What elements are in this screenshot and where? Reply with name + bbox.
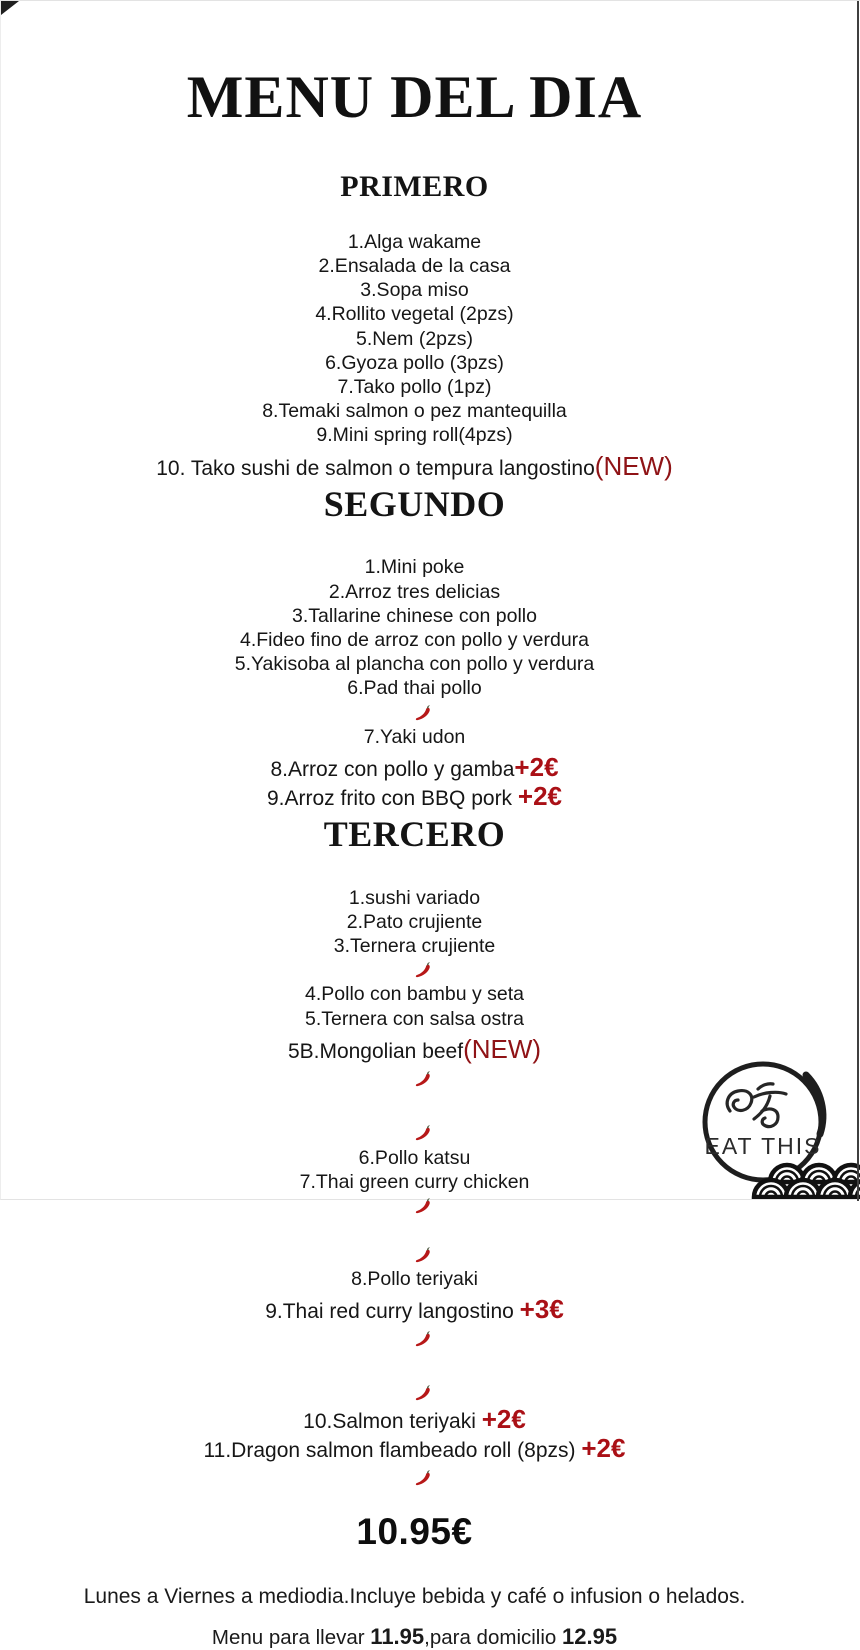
footer-conditions: Lunes a Viernes a mediodia.Incluye bebida y café o infusion o helados.: [83, 1585, 746, 1608]
menu-item: [1, 780, 828, 812]
menu-item: [1, 230, 828, 254]
price-supplement: +2€: [517, 780, 563, 811]
menu-item-text: 1.Mini poke: [364, 556, 465, 579]
menu-item: [1, 327, 828, 351]
menu-item: [1, 278, 828, 302]
menu-item: [1, 399, 828, 423]
menu-item-text: 7.Tako pollo (1pz): [337, 376, 492, 399]
menu-item: [1, 1406, 828, 1435]
menu-item: [1, 1267, 828, 1291]
menu-item: [1, 1296, 828, 1406]
footer-takeaway-text: Menu para llevar: [211, 1626, 371, 1649]
restaurant-logo: [690, 1049, 860, 1199]
menu-item-text: 8.Pollo teriyaki: [351, 1267, 478, 1290]
new-badge: (NEW): [594, 450, 673, 481]
menu-item-text: 6.Pollo katsu: [358, 1146, 471, 1169]
menu-item-text: 5.Ternera con salsa ostra: [305, 1007, 524, 1030]
menu-item-text: 9.Mini spring roll(4pzs): [316, 424, 513, 447]
logo-wordmark: EAT THIS: [704, 1133, 822, 1159]
menu-item: [1, 982, 828, 1006]
menu-item: [1, 676, 828, 724]
chili-icon: [414, 1384, 431, 1401]
page-title: MENU DEL DIA: [186, 64, 643, 131]
menu-item-text: 3.Tallarine chinese con pollo: [292, 604, 537, 627]
menu-item-text: 2.Pato crujiente: [346, 910, 483, 933]
chili-icon: [414, 961, 431, 978]
menu-item-text: 10. Tako sushi de salmon o tempura langostino: [156, 456, 595, 480]
takeaway-price: 11.95: [370, 1624, 425, 1649]
menu-item-text: 7.Thai green curry chicken: [299, 1170, 530, 1193]
menu-item: [1, 1435, 828, 1491]
menu-item-text: 6.Pad thai pollo: [347, 677, 482, 700]
footer-delivery-text: ,para domicilio: [424, 1626, 563, 1649]
menu-item: [1, 725, 828, 749]
menu-item: [1, 886, 828, 910]
menu-item-text: 2.Arroz tres delicias: [328, 580, 501, 603]
menu-content: [1, 41, 860, 1650]
price-supplement: +2€: [581, 1433, 626, 1463]
menu-item-text: 8.Arroz con pollo y gamba: [270, 757, 515, 781]
page-corner-mark: [1, 1, 19, 15]
eat-character-icon: [727, 1084, 786, 1127]
price-supplement: +2€: [481, 1404, 526, 1434]
menu-item-text: 1.sushi variado: [348, 886, 481, 909]
menu-section: [1, 484, 828, 812]
menu-item-text: 2.Ensalada de la casa: [318, 255, 511, 278]
menu-sections: [1, 170, 828, 1491]
chili-icon: [414, 1469, 431, 1486]
menu-item: [1, 580, 828, 604]
menu-item-text: 1.Alga wakame: [347, 230, 482, 253]
menu-item-text: 4.Fideo fino de arroz con pollo y verdura: [239, 628, 590, 651]
menu-price: 10.95€: [356, 1511, 473, 1552]
menu-item-text: 9.Thai red curry langostino: [265, 1300, 520, 1323]
price-supplement: +2€: [514, 751, 559, 782]
menu-item-text: 10.Salmon teriyaki: [303, 1410, 482, 1433]
new-badge: (NEW): [463, 1033, 542, 1064]
menu-item: [1, 423, 828, 447]
menu-item: [1, 751, 828, 783]
menu-item-text: 6.Gyoza pollo (3pzs): [325, 351, 504, 374]
chili-icon: [414, 1124, 431, 1141]
price-supplement: +3€: [519, 1294, 564, 1324]
footer-takeaway-line: [1, 1624, 828, 1650]
menu-item-text: 4.Rollito vegetal (2pzs): [315, 303, 514, 326]
menu-item-text: 5B.Mongolian beef: [287, 1039, 464, 1063]
chili-icon: [414, 1070, 431, 1087]
menu-item-text: 11.Dragon salmon flambeado roll (8pzs): [203, 1439, 582, 1462]
menu-item-text: 7.Yaki udon: [363, 725, 466, 748]
section-heading: SEGUNDO: [323, 483, 506, 524]
section-heading: PRIMERO: [340, 170, 489, 204]
menu-section: [1, 170, 828, 482]
section-items: [1, 230, 828, 482]
menu-item: [1, 555, 828, 579]
section-items: [1, 555, 828, 812]
menu-item-text: 4.Pollo con bambu y seta: [305, 983, 524, 1006]
menu-item-text: 9.Arroz frito con BBQ pork: [266, 786, 518, 810]
menu-item: [1, 375, 828, 399]
chili-icon: [414, 1246, 431, 1263]
menu-item-text: 5.Yakisoba al plancha con pollo y verdura: [234, 653, 595, 676]
wave-pattern-icon: [754, 1165, 860, 1197]
menu-item: [1, 254, 828, 278]
menu-item: [1, 652, 828, 676]
page-right-edge-shadow: [857, 1, 859, 1201]
menu-item-text: 3.Ternera crujiente: [333, 934, 496, 957]
menu-item: [1, 934, 828, 982]
menu-item-text: 8.Temaki salmon o pez mantequilla: [262, 400, 567, 423]
menu-item: [1, 351, 828, 375]
menu-item: [1, 1007, 828, 1031]
menu-item-text: 5.Nem (2pzs): [355, 327, 474, 350]
delivery-price: 12.95: [562, 1624, 618, 1649]
chili-icon: [414, 1330, 431, 1347]
menu-item: [1, 604, 828, 628]
menu-item: [1, 302, 828, 326]
menu-item: [1, 450, 828, 482]
chili-icon: [414, 704, 431, 721]
menu-item: [1, 628, 828, 652]
menu-item: [1, 910, 828, 934]
menu-item-text: 3.Sopa miso: [360, 279, 469, 302]
section-heading: TERCERO: [323, 813, 506, 854]
